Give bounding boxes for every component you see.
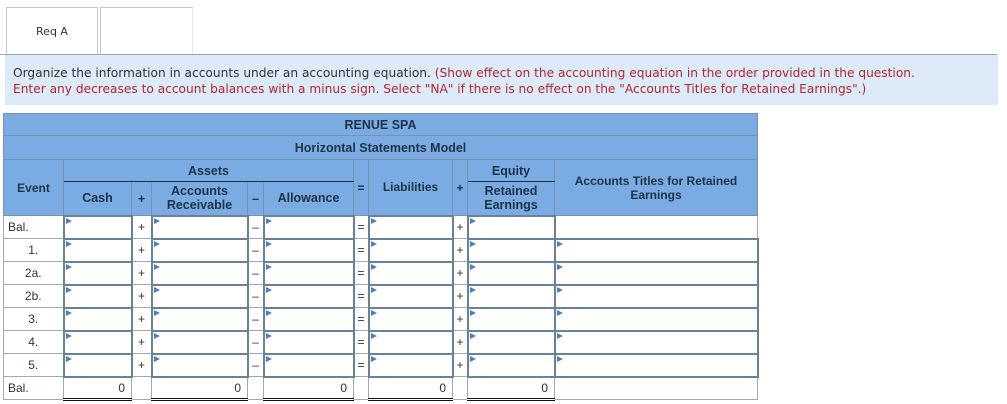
header-assets: Assets	[64, 160, 354, 182]
table-row-2a	[4, 262, 758, 285]
horizontal-statements-table	[3, 113, 759, 401]
header-allowance: Allowance	[264, 182, 354, 216]
equals-sign: =	[354, 262, 369, 285]
minus-sign: –	[248, 308, 264, 331]
cash-input[interactable]	[64, 354, 132, 377]
allowance-input[interactable]	[264, 216, 354, 239]
spacer	[354, 377, 369, 400]
model-title: Horizontal Statements Model	[4, 136, 758, 160]
equals-sign: =	[354, 239, 369, 262]
minus-sign: –	[248, 262, 264, 285]
table-row-bal-open	[4, 216, 758, 239]
header-titles-line-1: Accounts Titles for Retained	[574, 173, 738, 188]
header-re-line-2: Earnings	[484, 198, 538, 213]
tab-bar	[6, 7, 193, 54]
account-title-select[interactable]	[555, 262, 758, 285]
account-title-blank	[555, 377, 758, 400]
plus-sign: +	[453, 262, 468, 285]
event-label: 1.	[4, 239, 64, 262]
liabilities-input[interactable]	[369, 354, 453, 377]
equals-sign: =	[354, 331, 369, 354]
header-equals: =	[354, 160, 369, 216]
liabilities-input[interactable]	[369, 262, 453, 285]
allowance-input[interactable]	[264, 308, 354, 331]
plus-sign: +	[453, 308, 468, 331]
event-label: Bal.	[4, 216, 64, 239]
header-re-line-1: Retained	[484, 184, 538, 199]
accounts-receivable-input[interactable]	[152, 285, 248, 308]
minus-sign: –	[248, 239, 264, 262]
equals-sign: =	[354, 216, 369, 239]
plus-sign: +	[132, 216, 152, 239]
allowance-input[interactable]	[264, 331, 354, 354]
company-title: RENUE SPA	[4, 114, 758, 136]
table-row-4	[4, 331, 758, 354]
equals-sign: =	[354, 308, 369, 331]
plus-sign: +	[453, 239, 468, 262]
account-title-select[interactable]	[555, 285, 758, 308]
tab-req-a[interactable]: Req A	[6, 7, 98, 54]
cash-input[interactable]	[64, 285, 132, 308]
header-retained-earnings	[468, 182, 555, 216]
header-minus: –	[248, 182, 264, 216]
event-label: 2b.	[4, 285, 64, 308]
spacer	[132, 377, 152, 400]
allowance-input[interactable]	[264, 262, 354, 285]
equals-sign: =	[354, 285, 369, 308]
account-title-select[interactable]	[555, 354, 758, 377]
table-row-1	[4, 239, 758, 262]
minus-sign: –	[248, 285, 264, 308]
header-accounts-receivable	[152, 182, 248, 216]
allowance-input[interactable]	[264, 285, 354, 308]
retained-earnings-input[interactable]	[468, 285, 555, 308]
plus-sign: +	[132, 285, 152, 308]
event-label: 3.	[4, 308, 64, 331]
plus-sign: +	[132, 239, 152, 262]
accounts-receivable-total: 0	[152, 377, 248, 400]
instructions-box	[5, 55, 998, 105]
accounts-receivable-input[interactable]	[152, 262, 248, 285]
minus-sign: –	[248, 331, 264, 354]
header-plus: +	[132, 182, 152, 216]
accounts-receivable-input[interactable]	[152, 216, 248, 239]
event-label: 4.	[4, 331, 64, 354]
retained-earnings-input[interactable]	[468, 331, 555, 354]
table-row-2b	[4, 285, 758, 308]
liabilities-input[interactable]	[369, 331, 453, 354]
accounts-receivable-input[interactable]	[152, 331, 248, 354]
instructions-note-2: Enter any decreases to account balances with a minus sign. Select "NA" if there is no effect on the "Accounts Titles for Retained Earnings".)	[13, 82, 867, 96]
allowance-total: 0	[264, 377, 354, 400]
retained-earnings-input[interactable]	[468, 239, 555, 262]
liabilities-input[interactable]	[369, 239, 453, 262]
plus-sign: +	[453, 285, 468, 308]
cash-input[interactable]	[64, 262, 132, 285]
header-cash: Cash	[64, 182, 132, 216]
cash-input[interactable]	[64, 331, 132, 354]
account-title-cell	[555, 216, 758, 239]
minus-sign: –	[248, 216, 264, 239]
cash-total: 0	[64, 377, 132, 400]
plus-sign: +	[132, 308, 152, 331]
accounts-receivable-input[interactable]	[152, 308, 248, 331]
allowance-input[interactable]	[264, 354, 354, 377]
table-row-3	[4, 308, 758, 331]
instructions-note-1: (Show effect on the accounting equation in the order provided in the question.	[434, 66, 915, 80]
liabilities-input[interactable]	[369, 308, 453, 331]
instructions-main: Organize the information in accounts under an accounting equation.	[13, 66, 431, 80]
retained-earnings-input[interactable]	[468, 216, 555, 239]
accounts-receivable-input[interactable]	[152, 239, 248, 262]
liabilities-total: 0	[369, 377, 453, 400]
liabilities-input[interactable]	[369, 285, 453, 308]
event-label: Bal.	[4, 377, 64, 400]
plus-sign: +	[453, 216, 468, 239]
cash-input[interactable]	[64, 239, 132, 262]
header-account-titles	[555, 160, 758, 216]
header-ar-line-2: Receivable	[166, 198, 233, 213]
header-titles-line-2: Earnings	[630, 187, 682, 202]
cash-input[interactable]	[64, 308, 132, 331]
header-event: Event	[4, 160, 64, 216]
header-liabilities: Liabilities	[369, 160, 453, 216]
liabilities-input[interactable]	[369, 216, 453, 239]
header-ar-line-1: Accounts	[171, 184, 228, 199]
plus-sign: +	[132, 262, 152, 285]
retained-earnings-input[interactable]	[468, 354, 555, 377]
plus-sign: +	[132, 354, 152, 377]
header-plus-2: +	[453, 160, 468, 216]
retained-earnings-input[interactable]	[468, 262, 555, 285]
equals-sign: =	[354, 354, 369, 377]
retained-earnings-total: 0	[468, 377, 555, 400]
spacer	[248, 377, 264, 400]
minus-sign: –	[248, 354, 264, 377]
table-row-5	[4, 354, 758, 377]
tab-empty[interactable]	[100, 7, 193, 54]
spacer	[453, 377, 468, 400]
plus-sign: +	[132, 331, 152, 354]
header-equity: Equity	[468, 160, 555, 182]
account-title-select[interactable]	[555, 331, 758, 354]
event-label: 2a.	[4, 262, 64, 285]
cash-input[interactable]	[64, 216, 132, 239]
plus-sign: +	[453, 354, 468, 377]
account-title-select[interactable]	[555, 308, 758, 331]
allowance-input[interactable]	[264, 239, 354, 262]
retained-earnings-input[interactable]	[468, 308, 555, 331]
table-row-bal-close	[4, 377, 758, 400]
plus-sign: +	[453, 331, 468, 354]
account-title-select[interactable]	[555, 239, 758, 262]
event-label: 5.	[4, 354, 64, 377]
accounts-receivable-input[interactable]	[152, 354, 248, 377]
